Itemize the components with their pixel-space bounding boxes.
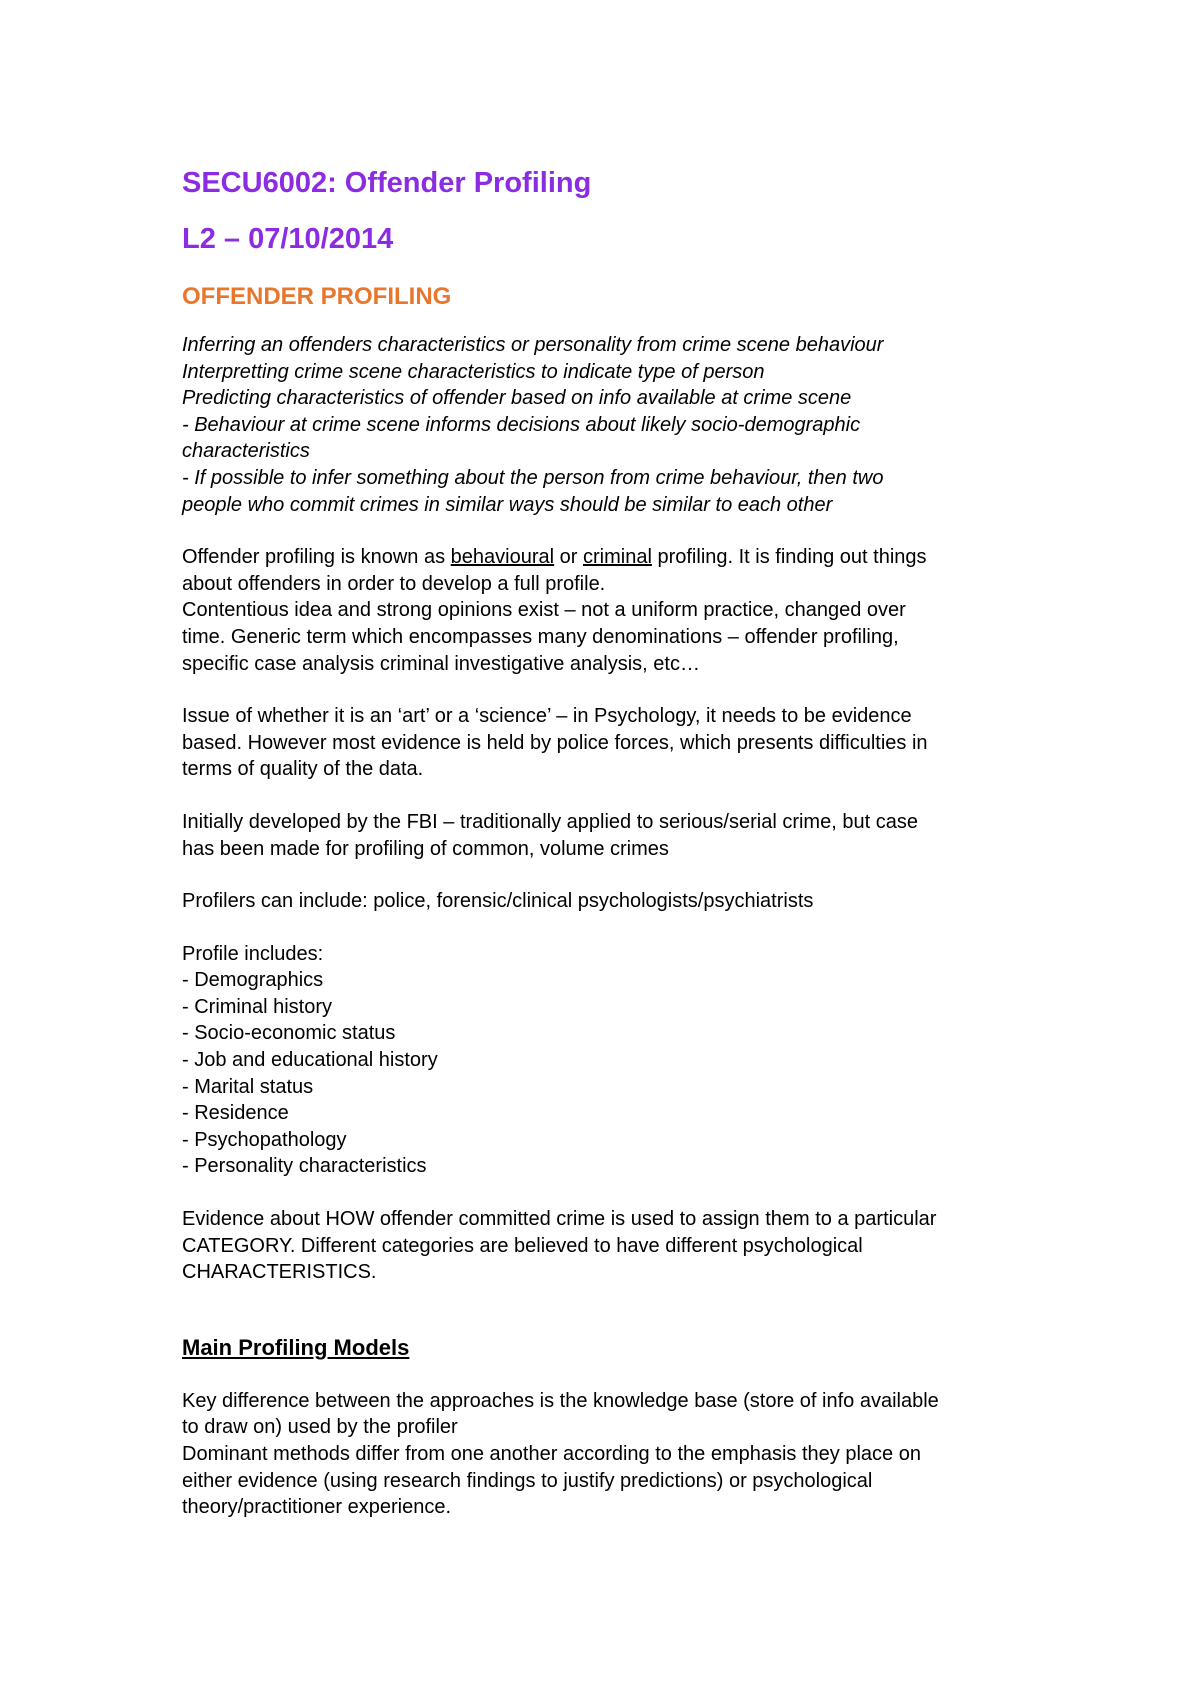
list-item: - Criminal history [182, 995, 333, 1018]
list-item: - Residence [182, 1102, 289, 1125]
paragraph-line: Evidence about HOW offender committed crime is used to assign them to a particular [182, 1208, 937, 1231]
paragraph-line: Key difference between the approaches is the knowledge base (store of info available [182, 1389, 939, 1412]
paragraph-art-or-science [182, 703, 1082, 783]
paragraph-line [182, 544, 1082, 571]
paragraph-category [182, 1206, 1082, 1286]
paragraph-fbi [182, 809, 1082, 862]
list-item: - Job and educational history [182, 1049, 438, 1072]
paragraph-line: based. However most evidence is held by police forces, which presents difficulties in [182, 731, 928, 754]
paragraph-line: specific case analysis criminal investigative analysis, etc… [182, 652, 700, 675]
paragraph-profilers [182, 888, 1082, 915]
subheading-main-profiling-models: Main Profiling Models [182, 1334, 410, 1360]
paragraph-line: Profilers can include: police, forensic/clinical psychologists/psychiatrists [182, 890, 814, 913]
section-heading: OFFENDER PROFILING [182, 283, 452, 310]
paragraph-line: Issue of whether it is an ‘art’ or a ‘science’ – in Psychology, it needs to be evidence [182, 705, 912, 728]
definition-line: characteristics [182, 440, 310, 463]
list-item: - Socio-economic status [182, 1022, 396, 1045]
list-item: - Demographics [182, 969, 324, 992]
text-fragment: or [554, 546, 583, 569]
paragraph-line: either evidence (using research findings to justify predictions) or psychological [182, 1469, 873, 1492]
paragraph-line: CATEGORY. Different categories are believed to have different psychological [182, 1234, 863, 1257]
paragraph-line: has been made for profiling of common, volume crimes [182, 837, 669, 860]
list-item: - Marital status [182, 1075, 314, 1098]
definition-line: Inferring an offenders characteristics or personality from crime scene behaviour [182, 334, 884, 356]
underlined-term-criminal: criminal [583, 546, 652, 569]
text-fragment: Offender profiling is known as [182, 546, 451, 569]
document-title: SECU6002: Offender Profiling [182, 167, 592, 199]
paragraph-line: Contentious idea and strong opinions exist – not a uniform practice, changed over [182, 599, 906, 622]
paragraph-line: terms of quality of the data. [182, 758, 424, 781]
paragraph-knowledge-base [182, 1388, 1082, 1521]
paragraph-line: CHARACTERISTICS. [182, 1261, 377, 1284]
paragraph-line: Dominant methods differ from one another according to the emphasis they place on [182, 1443, 921, 1465]
definition-line: - Behaviour at crime scene informs decisions about likely socio-demographic [182, 413, 861, 436]
underlined-term-behavioural: behavioural [450, 546, 555, 569]
paragraph-line: about offenders in order to develop a full profile. [182, 572, 606, 595]
paragraph-line: to draw on) used by the profiler [182, 1416, 458, 1439]
list-intro: Profile includes: [182, 942, 324, 965]
definition-list [182, 332, 1082, 518]
paragraph-line: time. Generic term which encompasses many denominations – offender profiling, [182, 625, 899, 648]
list-item: - Psychopathology [182, 1128, 347, 1151]
definition-line: - If possible to infer something about the person from crime behaviour, then two [182, 466, 884, 489]
paragraph-line: theory/practitioner experience. [182, 1496, 452, 1519]
paragraph-profiling-definition [182, 544, 1082, 677]
definition-line: Interpretting crime scene characteristics to indicate type of person [182, 360, 765, 383]
list-item: - Personality characteristics [182, 1155, 427, 1178]
paragraph-line: Initially developed by the FBI – traditionally applied to serious/serial crime, but case [182, 810, 918, 833]
text-fragment: profiling. It is finding out things [651, 546, 927, 569]
definition-line: people who commit crimes in similar ways should be similar to each other [182, 493, 833, 516]
document-content [182, 166, 1082, 1521]
definition-line: Predicting characteristics of offender based on info available at crime scene [182, 387, 852, 410]
profile-includes-list [182, 941, 1082, 1180]
lecture-date: L2 – 07/10/2014 [182, 223, 394, 255]
